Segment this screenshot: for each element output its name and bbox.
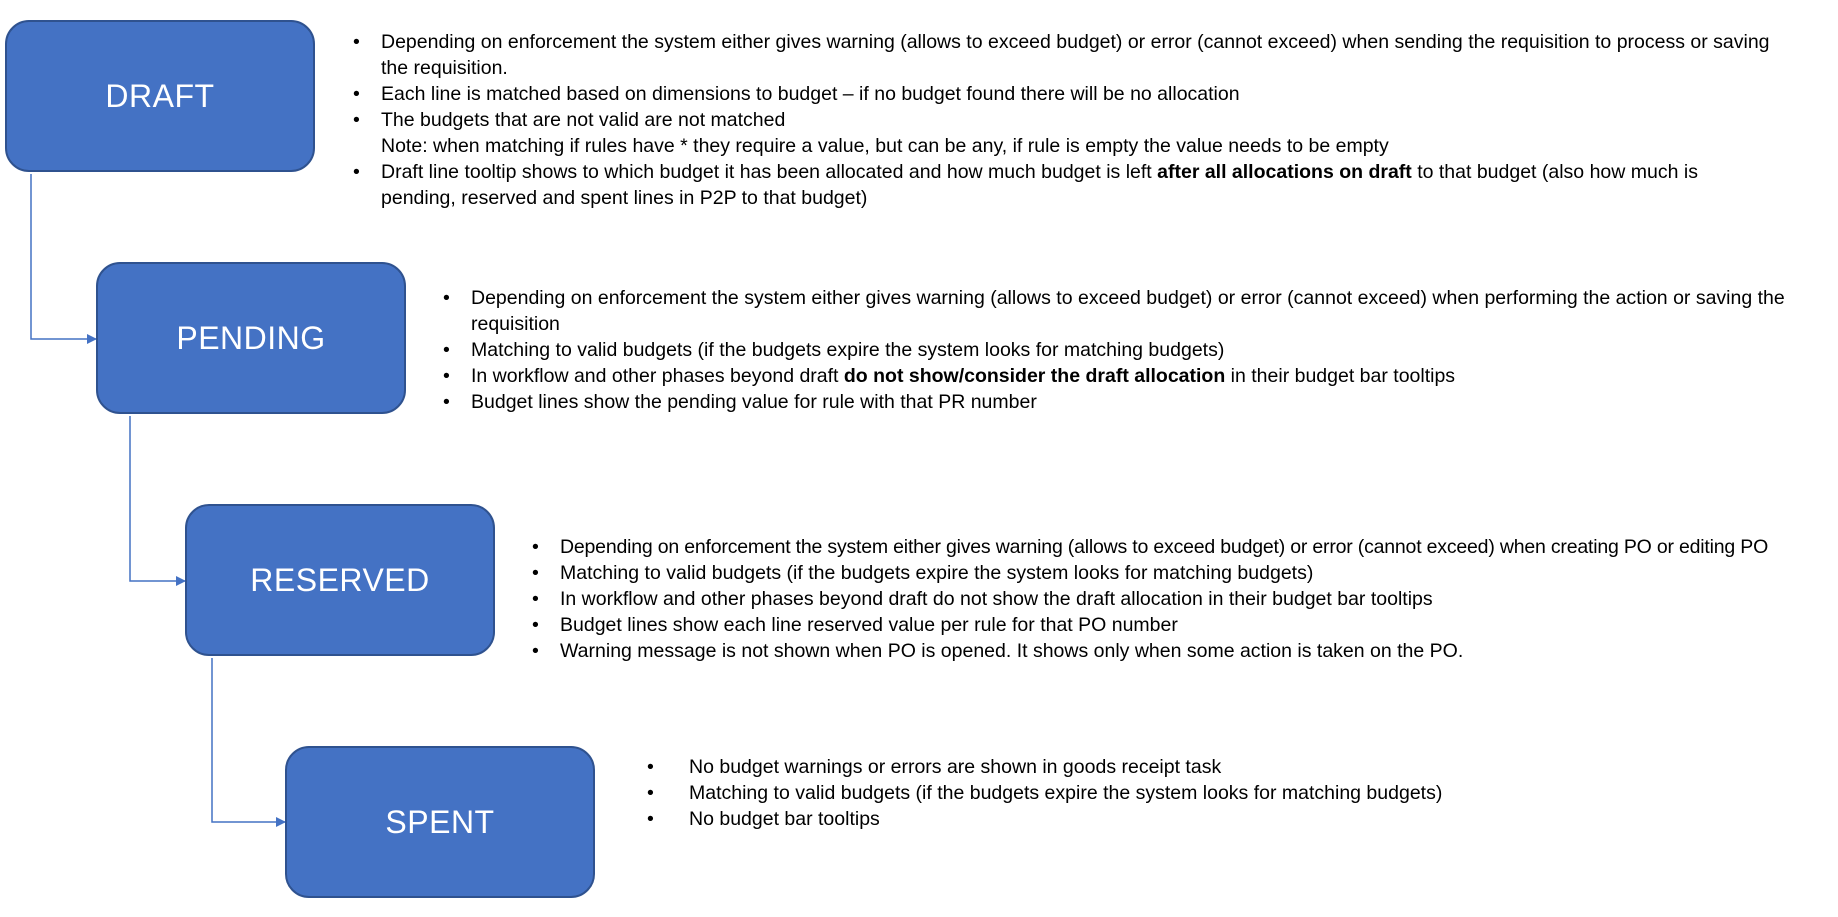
note-item: • In workflow and other phases beyond draft do not show the draft allocation in their budget bar tooltips <box>530 586 1836 612</box>
stage-notes-spent <box>645 754 1795 832</box>
stage-label-reserved: RESERVED <box>250 561 430 598</box>
note-item: • Warning message is not shown when PO is opened. It shows only when some action is taken on the PO. <box>530 638 1836 664</box>
stage-notes-draft <box>351 29 1771 211</box>
note-item: • The budgets that are not valid are not matched Note: when matching if rules have * they require a value, but can be any, if rule is empty the value needs to be empty <box>351 107 1771 159</box>
stage-box-pending <box>96 262 406 414</box>
note-item: • Budget lines show the pending value for rule with that PR number <box>441 389 1821 415</box>
note-item: • Depending on enforcement the system either gives warning (allows to exceed budget) or error (cannot exceed) when creating PO or editing PO <box>530 534 1836 560</box>
note-item: • In workflow and other phases beyond draft do not show/consider the draft allocation in their budget bar tooltips <box>441 363 1821 389</box>
connector-pending-to-reserved <box>130 416 185 581</box>
stage-box-reserved <box>185 504 495 656</box>
connector-draft-to-pending <box>31 174 96 339</box>
connector-reserved-to-spent <box>212 658 285 822</box>
stage-notes-reserved <box>530 534 1836 664</box>
note-item: • Matching to valid budgets (if the budgets expire the system looks for matching budgets) <box>645 780 1795 806</box>
note-item: • Draft line tooltip shows to which budget it has been allocated and how much budget is left after all allocations on draft to that budget (also how much is pending, reserved and spent lines in P2P to that budget) <box>351 159 1771 211</box>
note-bold-text: after all allocations on draft <box>1157 161 1412 183</box>
note-item: • Depending on enforcement the system either gives warning (allows to exceed budget) or error (cannot exceed) when performing the action or saving the requisition <box>441 285 1821 337</box>
note-item: • Matching to valid budgets (if the budgets expire the system looks for matching budgets) <box>441 337 1821 363</box>
stage-box-spent <box>285 746 595 898</box>
stage-notes-pending <box>441 285 1821 415</box>
note-item: • Budget lines show each line reserved value per rule for that PO number <box>530 612 1836 638</box>
note-item: • Depending on enforcement the system either gives warning (allows to exceed budget) or error (cannot exceed) when sending the requisition to process or saving the requisition. <box>351 29 1771 81</box>
stage-label-draft: DRAFT <box>105 77 215 114</box>
note-item: • Matching to valid budgets (if the budgets expire the system looks for matching budgets) <box>530 560 1836 586</box>
stage-label-spent: SPENT <box>385 803 495 840</box>
stage-box-draft <box>5 20 315 172</box>
note-item: • Each line is matched based on dimensions to budget – if no budget found there will be no allocation <box>351 81 1771 107</box>
note-bold-text: do not show/consider the draft allocation <box>843 365 1226 387</box>
note-item: • No budget bar tooltips <box>645 806 1795 832</box>
note-sub-text: Note: when matching if rules have * they require a value, but can be any, if rule is empty the value needs to be empty <box>381 135 1389 157</box>
note-item: • No budget warnings or errors are shown in goods receipt task <box>645 754 1795 780</box>
stage-label-pending: PENDING <box>176 319 326 356</box>
